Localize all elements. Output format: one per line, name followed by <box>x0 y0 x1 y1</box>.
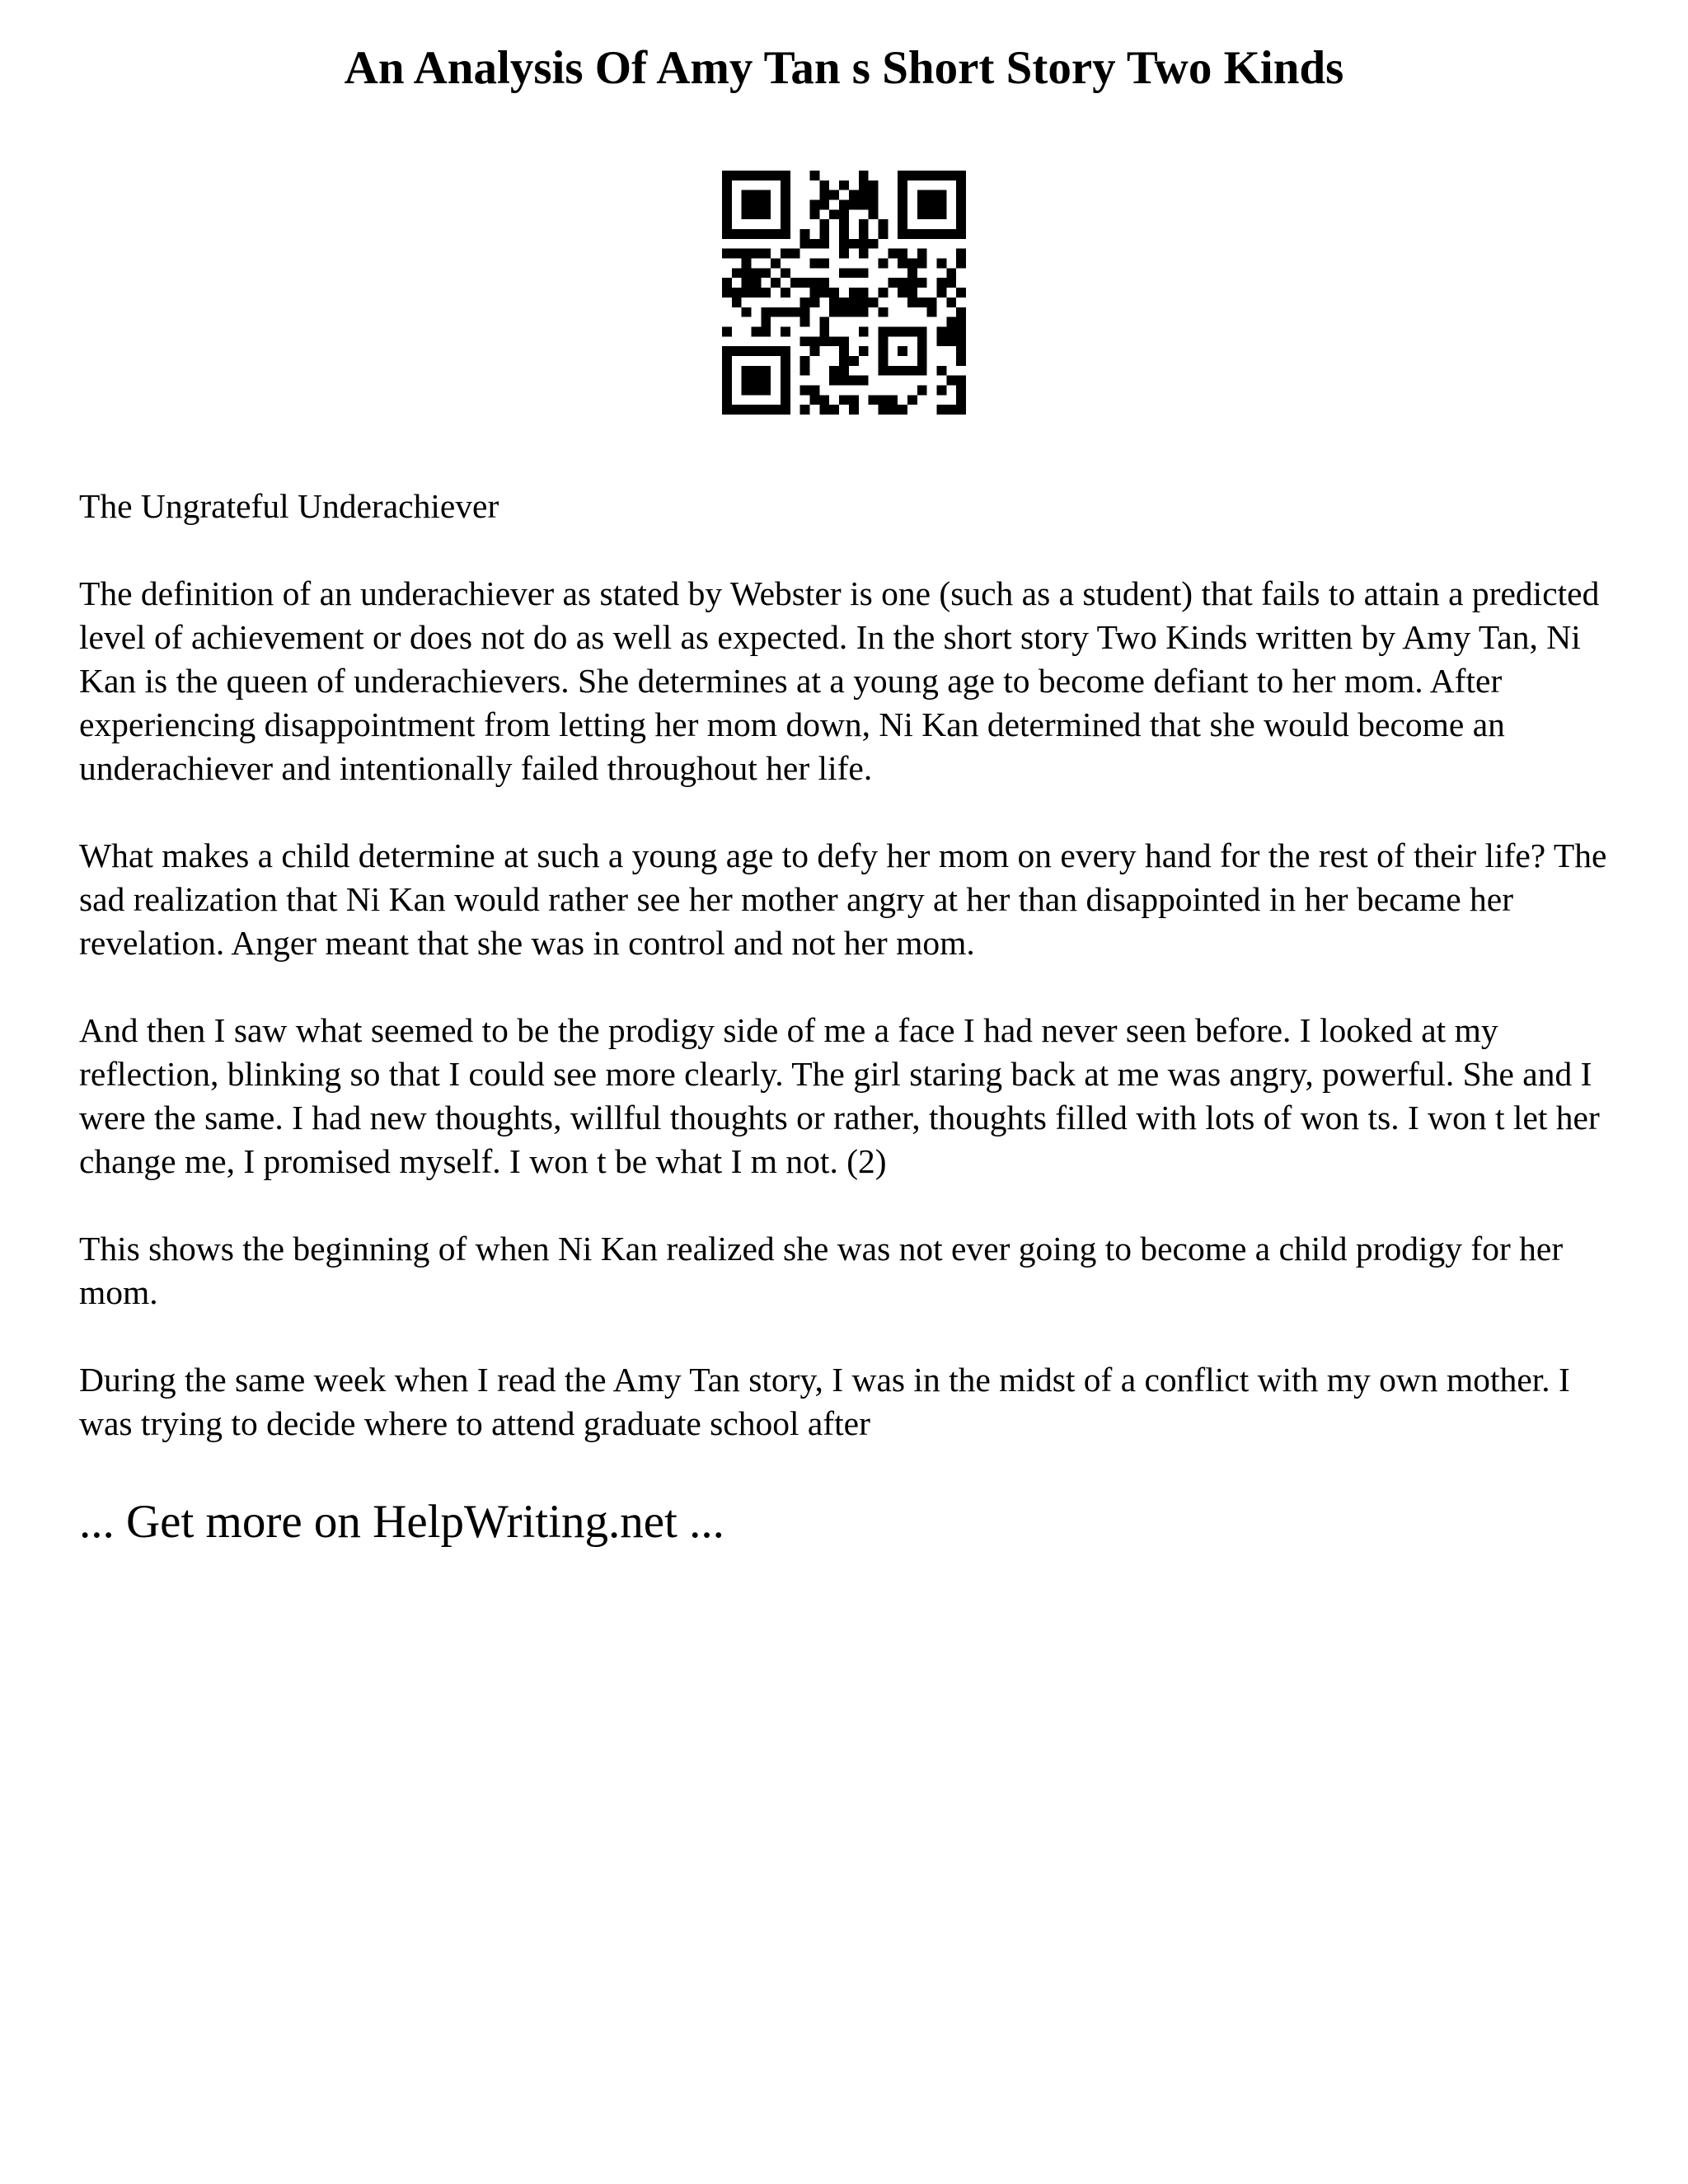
section-subheading: The Ungrateful Underachiever <box>79 487 499 525</box>
paragraph-3-quote: And then I saw what seemed to be the prodigy side of me a face I had never seen before. I looked at my reflection, blinking so that I could see more clearly. The girl staring back at me was angry, powerful. She and I were the same. I had new thoughts, willful thoughts or rather, thoughts filled with lots of won ts. I won t let her change me, I promised myself. I won t be what I m not. (2) <box>79 1011 1600 1180</box>
get-more-link[interactable]: ... Get more on HelpWriting.net ... <box>79 1496 724 1548</box>
paragraph-2: What makes a child determine at such a young age to defy her mom on every hand for the rest of their life? The sad realization that Ni Kan would rather see her mother angry at her than disappointed in her became her revelation. Anger meant that she was in control and not her mom. <box>79 837 1607 962</box>
document-body <box>79 485 1629 1489</box>
qr-code-icon <box>722 171 966 415</box>
page-title: An Analysis Of Amy Tan s Short Story Two Kinds <box>344 42 1344 94</box>
paragraph-1: The definition of an underachiever as stated by Webster is one (such as a student) that fails to attain a predicted level of achievement or does not do as well as expected. In the short story Two Kinds written by Amy Tan, Ni Kan is the queen of underachievers. She determines at a young age to become defiant to her mom. After experiencing disappointment from letting her mom down, Ni Kan determined that she would become an underachiever and intentionally failed throughout her life. <box>79 574 1600 787</box>
paragraph-5: During the same week when I read the Amy Tan story, I was in the midst of a conflict with my own mother. I was trying to decide where to attend graduate school after <box>79 1361 1570 1442</box>
paragraph-4: This shows the beginning of when Ni Kan realized she was not ever going to become a child prodigy for her mom. <box>79 1230 1564 1311</box>
